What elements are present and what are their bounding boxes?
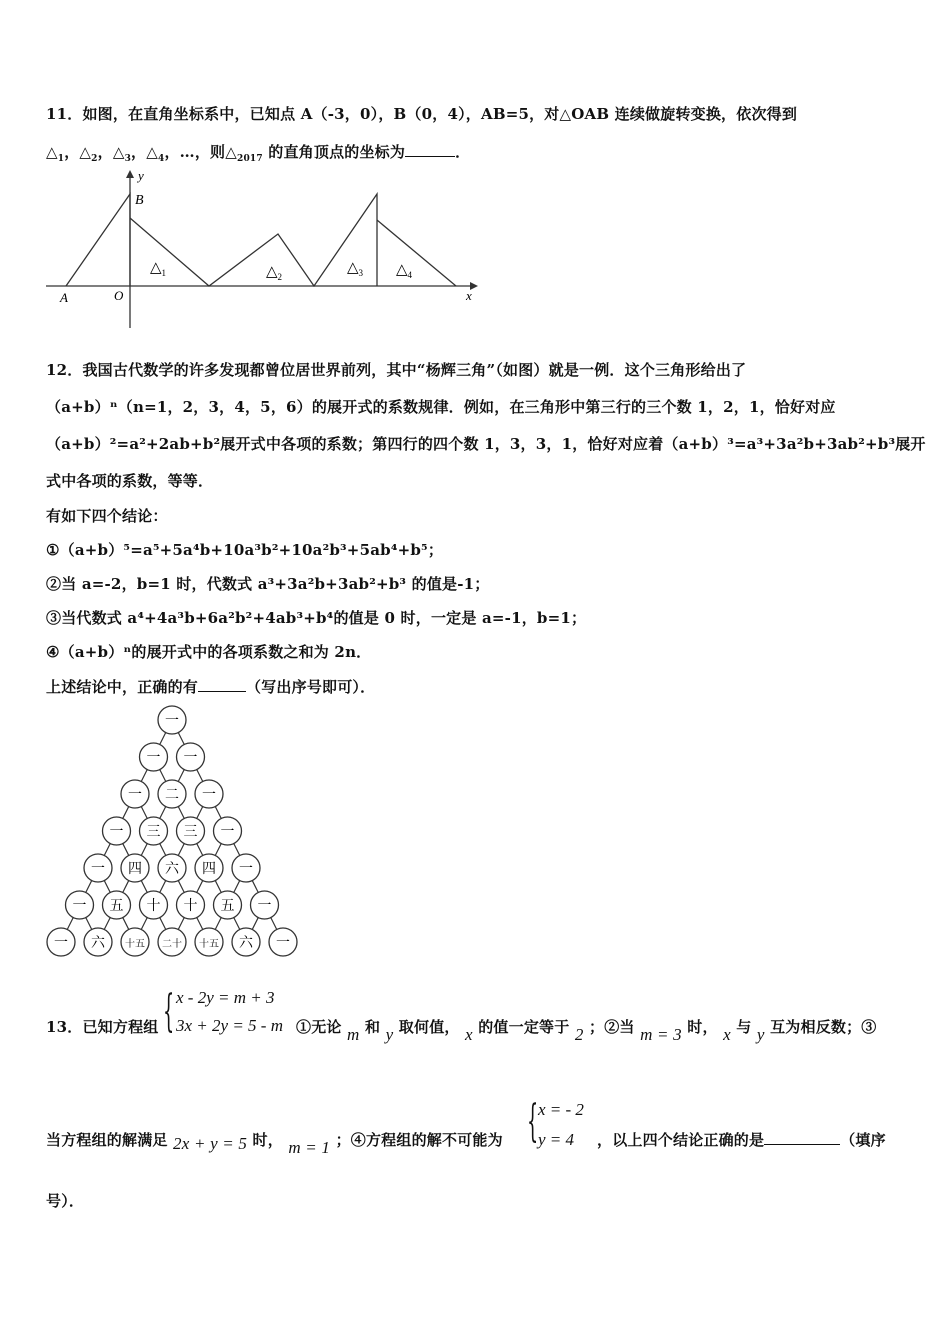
q11-text: ． — [455, 143, 471, 161]
triangle-node-label: 十 — [146, 899, 161, 914]
m-equals-1: m = 1 — [288, 1138, 331, 1157]
q11-text: ，△ — [131, 143, 158, 161]
q13-text: 互为相反数；③ — [770, 1018, 877, 1036]
q11-text: ，…，则△ — [164, 143, 237, 161]
q12-conclusion-4: ④（a+b）ⁿ的展开式中的各项系数之和为 2n． — [46, 643, 372, 661]
var-x: x — [723, 1025, 731, 1044]
q13-line3: 号）． — [46, 1192, 85, 1210]
solution-x: x = - 2 — [538, 1100, 584, 1119]
q11-text: ，△ — [97, 143, 125, 161]
var-y: y — [385, 1025, 394, 1044]
q11-coordinate-figure — [44, 168, 484, 334]
triangle-node-label: 一 — [183, 751, 198, 766]
left-brace-icon: { — [163, 986, 175, 1037]
value-two: 2 — [574, 1025, 584, 1044]
label-A: A — [60, 290, 68, 305]
triangle-node-label: 三 — [183, 825, 198, 840]
q13-line1 — [46, 1016, 158, 1037]
q13-text: ；④方程组的解不可能为 — [335, 1131, 503, 1149]
label-O: O — [114, 288, 124, 303]
equation-2x-plus-y: 2x + y = 5 — [173, 1134, 248, 1153]
q13-line2-rest — [597, 1129, 886, 1150]
q12-conclusion-3: ③当代数式 a⁴+4a³b+6a²b²+4ab³+b⁴的值是 0 时，一定是 a=-1，b=1； — [46, 609, 587, 627]
m-equals-3: m = 3 — [640, 1025, 682, 1044]
q12-text: 上述结论中，正确的有 — [46, 678, 199, 696]
q13-text: 和 — [364, 1018, 381, 1036]
q12-conclusion-2: ②当 a=-2，b=1 时，代数式 a³+3a²b+3ab²+b³ 的值是-1； — [46, 575, 490, 593]
triangle-node-label: 一 — [54, 936, 68, 951]
triangle-node-label: 一 — [257, 899, 272, 914]
q12-line2: （a+b）ⁿ（n=1，2，3，4，5，6）的展开式的系数规律．例如，在三角形中第三行的三个数 1，2，1，恰好对应 — [46, 398, 836, 416]
q13-text: ，以上四个结论正确的是 — [597, 1131, 765, 1149]
triangle-node-label: 六 — [239, 936, 253, 951]
answer-blank — [198, 679, 246, 692]
answer-blank — [764, 1132, 840, 1145]
var-y: y — [756, 1025, 765, 1044]
triangle-node-label: 四 — [202, 862, 216, 877]
q11-sub: 2017 — [236, 154, 263, 164]
triangle-node-label: 十五 — [125, 939, 145, 950]
y-axis-arrow-icon — [126, 170, 134, 178]
q12-line1: 12．我国古代数学的许多发现都曾位居世界前列，其中“杨辉三角”（如图）就是一例．这个三角形给出了 — [46, 361, 747, 379]
triangle-chain — [377, 220, 456, 286]
triangle-node-label: 一 — [202, 788, 216, 803]
q11-sub: 4 — [157, 154, 165, 164]
var-x: x — [465, 1025, 473, 1044]
triangle-node-label: 四 — [128, 862, 142, 877]
q12-text: （写出序号即可）． — [246, 678, 376, 696]
equation-1: x - 2y = m + 3 — [176, 988, 275, 1007]
triangle-node-label: 二十 — [162, 939, 182, 950]
triangle-chain — [66, 194, 130, 286]
triangle-label-4: $\triangle_4$ — [396, 262, 413, 280]
triangle-node-label: 二 — [165, 788, 179, 803]
triangle-node-label: 一 — [239, 862, 253, 877]
triangle-node-label: 一 — [146, 751, 161, 766]
q13-text: 时， — [687, 1018, 718, 1036]
q12-answer-line — [46, 676, 375, 697]
q11-text: ，△ — [64, 143, 92, 161]
q11-text: △ — [46, 143, 58, 161]
q12-line5: 有如下四个结论： — [46, 507, 168, 525]
triangle-node-label: 一 — [72, 899, 87, 914]
q13-text: 当方程组的解满足 — [46, 1131, 168, 1149]
left-brace-icon: { — [527, 1096, 539, 1147]
var-m: m — [347, 1025, 360, 1044]
triangle-node-label: 一 — [220, 825, 235, 840]
triangle-node-label: 五 — [220, 899, 235, 914]
label-y: y — [138, 168, 144, 183]
label-x: x — [466, 288, 472, 303]
q13-line1-rest — [296, 1016, 877, 1044]
q13-text: （填序 — [840, 1131, 886, 1149]
triangle-node-label: 十 — [183, 899, 198, 914]
triangle-node-label: 三 — [146, 825, 161, 840]
q11-text: 的直角顶点的坐标为 — [262, 143, 406, 161]
q13-text: 时， — [252, 1131, 283, 1149]
triangle-node-label: 一 — [165, 714, 179, 729]
q13-line2 — [46, 1129, 503, 1157]
triangle-node-label: 一 — [128, 788, 142, 803]
triangle-chain — [130, 194, 377, 286]
q11-sub: 2 — [91, 154, 98, 164]
equation-2: 3x + 2y = 5 - m — [176, 1016, 283, 1035]
q12-conclusion-1: ①（a+b）⁵=a⁵+5a⁴b+10a³b²+10a²b³+5ab⁴+b⁵； — [46, 541, 444, 559]
q13-text: 的值一定等于 — [478, 1018, 570, 1036]
answer-blank — [405, 144, 455, 157]
q11-line2 — [46, 141, 470, 164]
triangle-label-3: $\triangle_3$ — [347, 260, 364, 278]
triangle-label-1: $\triangle_1$ — [150, 260, 167, 278]
triangle-node-label: 五 — [109, 899, 124, 914]
triangle-node-label: 六 — [91, 936, 105, 951]
q11-sub: 1 — [57, 154, 65, 164]
triangle-node-label: 一 — [109, 825, 124, 840]
triangle-node-label: 一 — [91, 862, 105, 877]
triangle-label-2: $\triangle_2$ — [266, 264, 283, 282]
q12-line3: （a+b）²=a²+2ab+b²展开式中各项的系数；第四行的四个数 1，3，3，1，恰好对应着（a+b）³=a³+3a²b+3ab²+b³展开 — [46, 435, 926, 453]
triangle-node-label: 十五 — [199, 939, 219, 950]
q13-text: 与 — [736, 1018, 752, 1036]
q13-text: ；②当 — [589, 1018, 635, 1036]
q13-text: 13．已知方程组 — [46, 1018, 159, 1036]
triangle-node-label: 一 — [276, 936, 290, 951]
q13-text: ①无论 — [296, 1018, 342, 1036]
label-B: B — [135, 193, 144, 208]
yang-hui-triangle-figure — [44, 702, 304, 978]
solution-y: y = 4 — [538, 1130, 575, 1149]
q12-line4: 式中各项的系数，等等． — [46, 472, 214, 490]
q11-sub: 3 — [124, 154, 132, 164]
q13-text: 取何值， — [398, 1018, 460, 1036]
triangle-node-label: 六 — [165, 862, 179, 877]
q11-line1: 11．如图，在直角坐标系中，已知点 A（-3，0），B（0，4），AB=5，对△OAB 连续做旋转变换，依次得到 — [46, 105, 798, 123]
